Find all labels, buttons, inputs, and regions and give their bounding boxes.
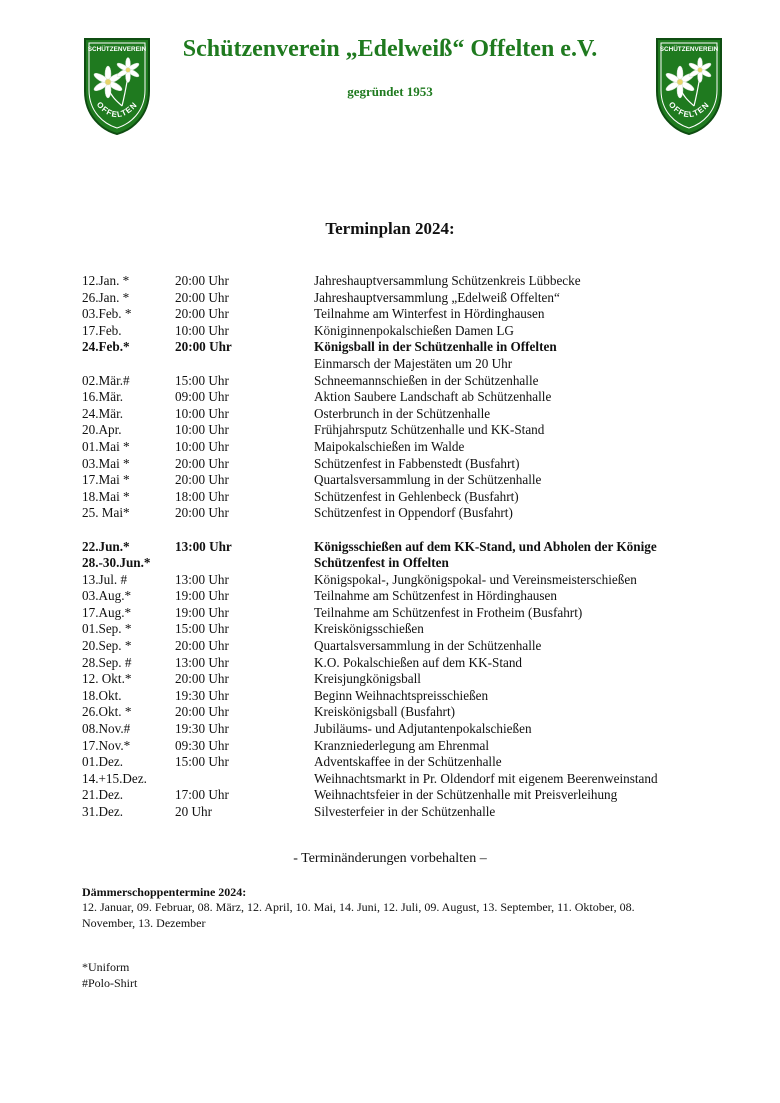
legend-polo-shirt: #Polo-Shirt (82, 975, 138, 990)
event-date: 03.Aug.* (82, 588, 132, 604)
legend-uniform: *Uniform (82, 960, 130, 974)
event-date: 28.Sep. # (82, 654, 132, 670)
event-description: Quartalsversammlung in der Schützenhalle (314, 638, 542, 654)
event-date: 03.Mai * (82, 455, 130, 471)
event-time: 20:00 Uhr (175, 455, 229, 471)
event-description: Einmarsch der Majestäten um 20 Uhr (314, 355, 513, 371)
event-time: 20:00 Uhr (175, 339, 232, 355)
event-description: Teilnahme am Schützenfest in Frotheim (Busfahrt) (314, 604, 583, 620)
event-date: 26.Jan. * (82, 289, 130, 305)
event-description: Kreiskönigsball (Busfahrt) (314, 704, 456, 720)
event-row (82, 356, 722, 373)
event-row (82, 638, 722, 655)
club-founded: gegründet 1953 (347, 84, 433, 99)
event-date: 20.Apr. (82, 422, 122, 438)
event-time: 20:00 Uhr (175, 505, 229, 521)
event-row (82, 555, 722, 572)
event-time: 09:30 Uhr (175, 737, 229, 753)
event-time: 09:00 Uhr (175, 389, 229, 405)
event-description: Königsball in der Schützenhalle in Offelten (314, 339, 557, 355)
event-row (82, 721, 722, 738)
event-row (82, 738, 722, 755)
event-row (82, 505, 722, 522)
event-date: 24.Mär. (82, 405, 124, 421)
event-row (82, 771, 722, 788)
event-row (82, 389, 722, 406)
event-row (82, 621, 722, 638)
event-description: Jahreshauptversammlung „Edelweiß Offelten“ (314, 289, 560, 305)
event-description: Kreisjungkönigsball (314, 671, 421, 687)
event-date: 18.Mai * (82, 488, 130, 504)
event-row (82, 422, 722, 439)
event-description: Osterbrunch in der Schützenhalle (314, 405, 491, 421)
event-row (82, 339, 722, 356)
event-description: Beginn Weihnachtspreisschießen (314, 687, 489, 703)
event-date: 03.Feb. * (82, 306, 132, 322)
event-row (82, 704, 722, 721)
event-row (82, 323, 722, 340)
club-title: Schützenverein „Edelweiß“ Offelten e.V. (182, 36, 598, 62)
event-date: 17.Mai * (82, 472, 130, 488)
event-date: 21.Dez. (82, 787, 124, 803)
event-date: 01.Sep. * (82, 621, 132, 637)
event-time: 13:00 Uhr (175, 571, 229, 587)
plan-title: Terminplan 2024: (325, 219, 455, 238)
event-date: 28.-30.Jun.* (82, 555, 151, 571)
event-time: 15:00 Uhr (175, 754, 229, 770)
event-date: 25. Mai* (82, 505, 130, 521)
event-row (82, 373, 722, 390)
event-row (82, 290, 722, 307)
event-row (82, 804, 722, 821)
event-description: Königspokal-, Jungkönigspokal- und Vereinsmeisterschießen (314, 571, 637, 587)
event-time: 19:00 Uhr (175, 588, 229, 604)
event-spacer (82, 522, 722, 539)
event-date: 12. Okt.* (82, 671, 132, 687)
event-time: 10:00 Uhr (175, 422, 229, 438)
event-description: Weihnachtsfeier in der Schützenhalle mit Preisverleihung (314, 787, 618, 803)
event-description: Schützenfest in Oppendorf (Busfahrt) (314, 505, 513, 521)
event-row (82, 273, 722, 290)
event-date: 17.Feb. (82, 322, 122, 338)
event-description: Teilnahme am Schützenfest in Hördinghausen (314, 588, 557, 604)
event-time: 20:00 Uhr (175, 638, 229, 654)
event-date: 02.Mär.# (82, 372, 130, 388)
logo-top-text: SCHÜTZENVEREIN (659, 46, 719, 53)
event-date: 22.Jun.* (82, 538, 130, 554)
event-description: Frühjahrsputz Schützenhalle und KK-Stand (314, 422, 545, 438)
event-row (82, 655, 722, 672)
event-description: Königinnenpokalschießen Damen LG (314, 322, 514, 338)
event-row (82, 539, 722, 556)
event-description: Schützenfest in Gehlenbeck (Busfahrt) (314, 488, 519, 504)
logo-top-text: SCHÜTZENVEREIN (87, 46, 147, 53)
event-time: 10:00 Uhr (175, 438, 229, 454)
event-time: 10:00 Uhr (175, 322, 229, 338)
event-description: Schneemannschießen in der Schützenhalle (314, 372, 539, 388)
event-row (82, 472, 722, 489)
event-description: Schützenfest in Fabbenstedt (Busfahrt) (314, 455, 520, 471)
event-time: 19:30 Uhr (175, 687, 229, 703)
event-description: Schützenfest in Offelten (314, 555, 449, 571)
event-row (82, 406, 722, 423)
event-date: 20.Sep. * (82, 638, 132, 654)
event-description: Teilnahme am Winterfest in Hördinghausen (314, 306, 545, 322)
event-row (82, 572, 722, 589)
event-date: 26.Okt. * (82, 704, 132, 720)
event-row (82, 787, 722, 804)
event-date: 12.Jan. * (82, 273, 130, 288)
event-date: 17.Aug.* (82, 604, 132, 620)
event-date: 17.Nov.* (82, 737, 131, 753)
event-time: 20:00 Uhr (175, 273, 229, 288)
event-time: 18:00 Uhr (175, 488, 229, 504)
logo-bottom-text: OFFELTEN (94, 100, 140, 120)
event-time: 15:00 Uhr (175, 621, 229, 637)
event-schedule (82, 273, 722, 821)
event-time: 20:00 Uhr (175, 472, 229, 488)
event-description: Kreiskönigsschießen (314, 621, 424, 637)
event-time: 19:00 Uhr (175, 604, 229, 620)
event-date: 18.Okt. (82, 687, 122, 703)
event-date: 16.Mär. (82, 389, 124, 405)
event-row (82, 671, 722, 688)
event-description: Jahreshauptversammlung Schützenkreis Lübbecke (314, 273, 581, 288)
event-date: 08.Nov.# (82, 721, 131, 737)
logo-bottom-text: OFFELTEN (666, 100, 712, 120)
event-time: 19:30 Uhr (175, 721, 229, 737)
event-description: Weihnachtsmarkt in Pr. Oldendorf mit eigenem Beerenweinstand (314, 770, 658, 786)
event-row (82, 489, 722, 506)
event-row (82, 754, 722, 771)
event-time: 13:00 Uhr (175, 654, 229, 670)
dress-code-legend (82, 960, 137, 991)
event-description: Königsschießen auf dem KK-Stand, und Abholen der Könige (314, 538, 657, 554)
event-row (82, 588, 722, 605)
schedule-notice: - Terminänderungen vorbehalten – (293, 851, 487, 866)
daemmerschoppen-dates: 12. Januar, 09. Februar, 08. März, 12. April, 10. Mai, 14. Juni, 12. Juli, 09. August, 13. September, 11. Oktober, 08. November, 13. Dezember (82, 900, 635, 930)
event-description: Aktion Saubere Landschaft ab Schützenhalle (314, 389, 552, 405)
event-description: Adventskaffee in der Schützenhalle (314, 754, 502, 770)
event-date: 31.Dez. (82, 804, 124, 819)
event-date: 14.+15.Dez. (82, 770, 147, 786)
event-row (82, 456, 722, 473)
event-time: 20:00 Uhr (175, 306, 229, 322)
event-description: Jubiläums- und Adjutantenpokalschießen (314, 721, 532, 737)
event-description: Maipokalschießen im Walde (314, 438, 465, 454)
event-date: 01.Mai * (82, 438, 130, 454)
event-row (82, 439, 722, 456)
event-time: 20 Uhr (175, 804, 212, 819)
event-description: K.O. Pokalschießen auf dem KK-Stand (314, 654, 523, 670)
event-time: 20:00 Uhr (175, 289, 229, 305)
event-time: 17:00 Uhr (175, 787, 229, 803)
event-row (82, 605, 722, 622)
event-description: Quartalsversammlung in der Schützenhalle (314, 472, 542, 488)
event-date: 01.Dez. (82, 754, 124, 770)
event-time: 13:00 Uhr (175, 538, 232, 554)
event-description: Silvesterfeier in der Schützenhalle (314, 804, 496, 819)
daemmerschoppen-title: Dämmerschoppentermine 2024: (82, 885, 247, 899)
event-date: 13.Jul. # (82, 571, 128, 587)
event-row (82, 306, 722, 323)
event-date: 24.Feb.* (82, 339, 130, 355)
event-row (82, 688, 722, 705)
event-description: Kranzniederlegung am Ehrenmal (314, 737, 490, 753)
event-time: 15:00 Uhr (175, 372, 229, 388)
event-time: 10:00 Uhr (175, 405, 229, 421)
event-time: 20:00 Uhr (175, 704, 229, 720)
event-time: 20:00 Uhr (175, 671, 229, 687)
